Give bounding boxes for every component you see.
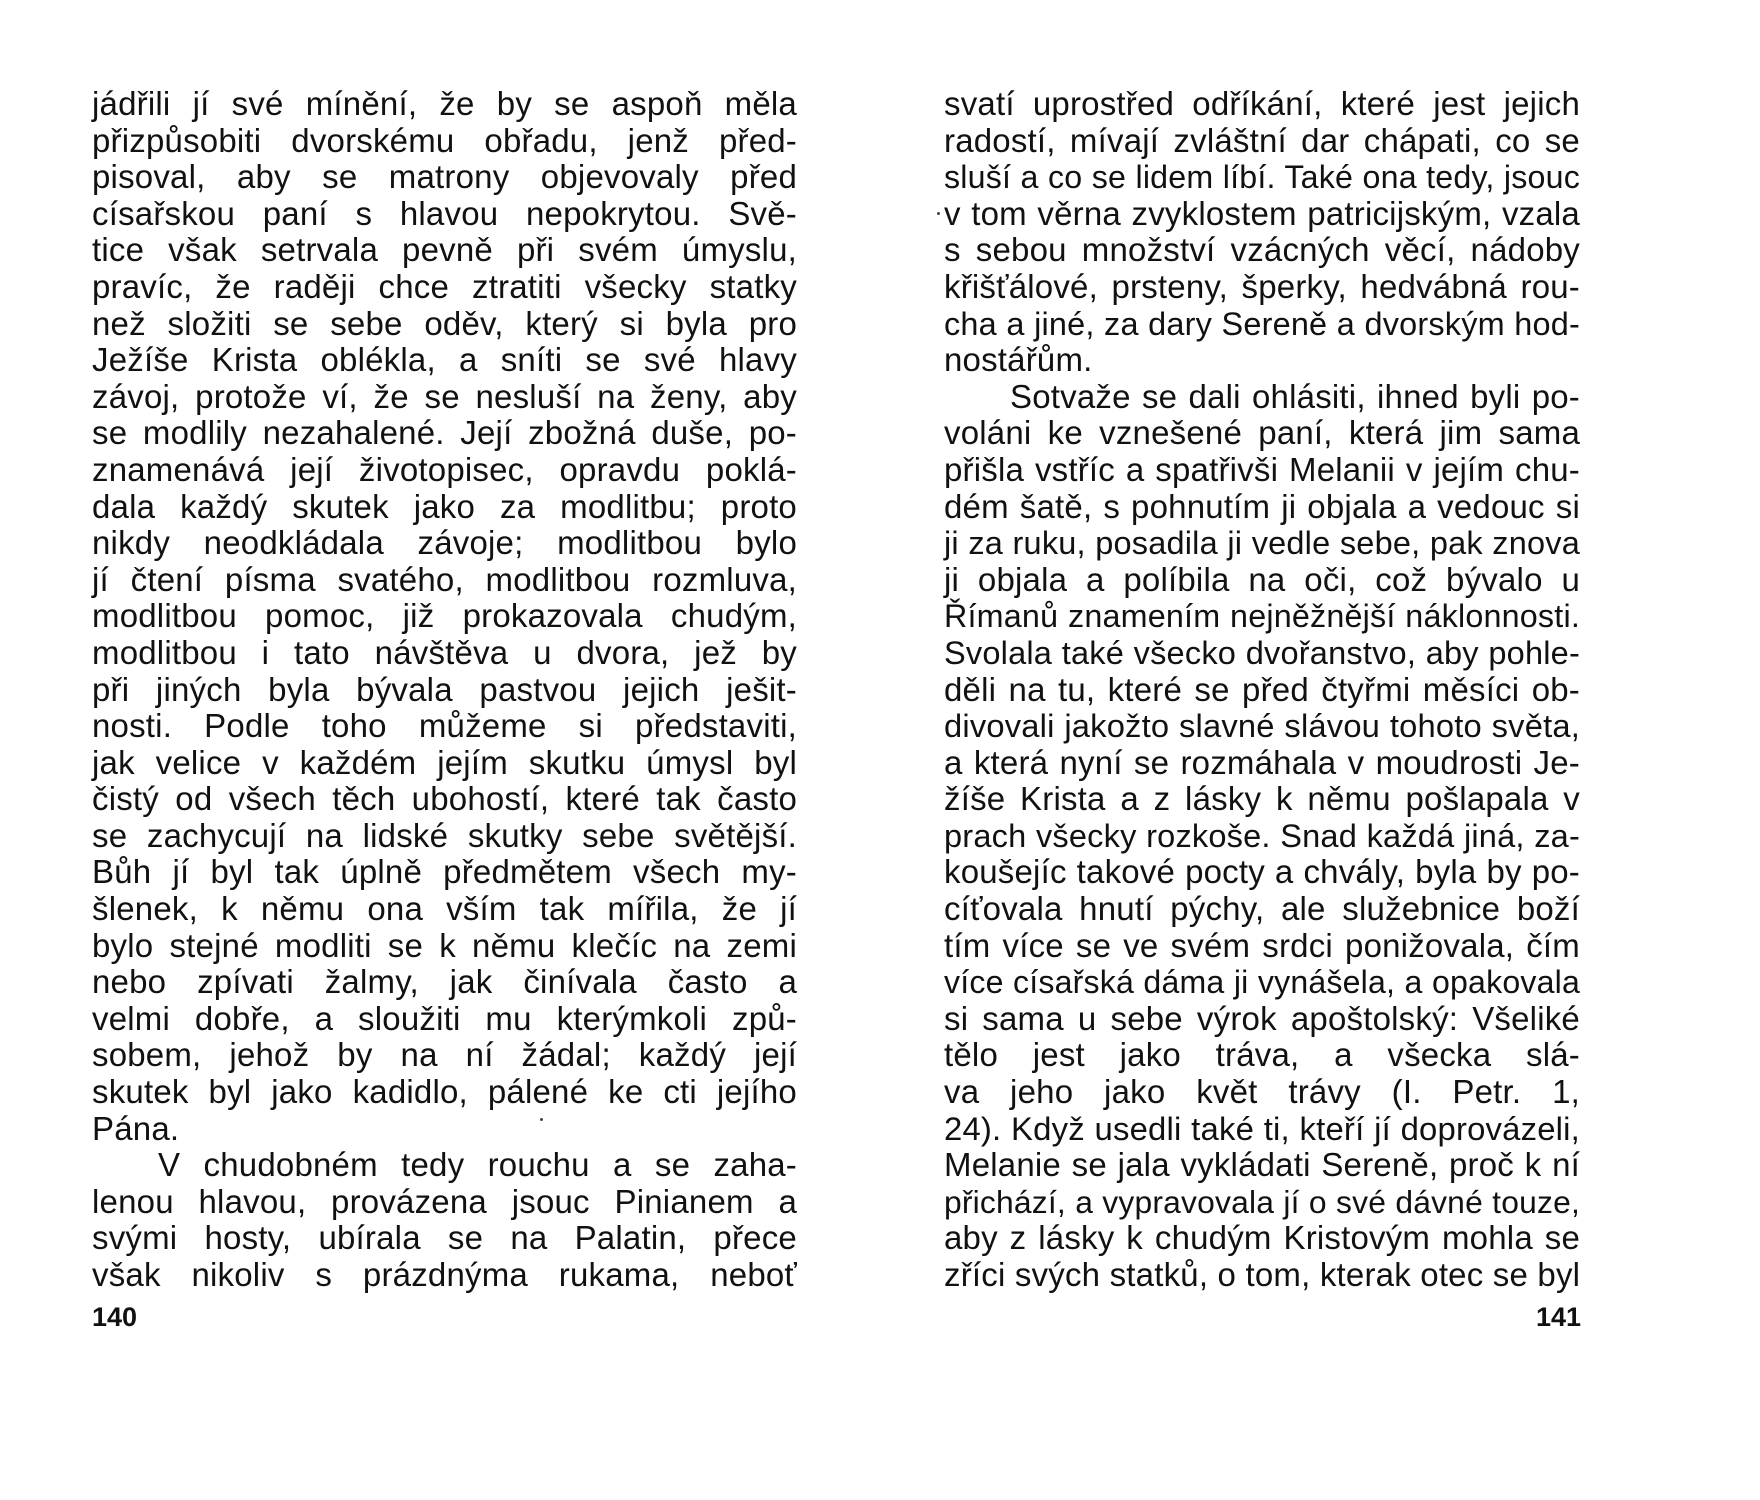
text-line: tím více se ve svém srdci ponižovala, čím bbox=[944, 926, 1580, 964]
text-line: sobem, jehož by na ní žádal; každý její bbox=[92, 1036, 797, 1074]
text-line: závoj, protože ví, že se nesluší na ženy, aby bbox=[92, 377, 797, 415]
text-line: šlenek, k němu ona vším tak mířila, že jí bbox=[92, 890, 797, 928]
text-line: jádřili jí své mínění, že by se aspoň měla bbox=[92, 85, 797, 122]
text-line: va jeho jako květ trávy (I. Petr. 1, bbox=[944, 1073, 1580, 1111]
text-line: přichází, a vypravovala jí o své dávné touze, bbox=[944, 1183, 1580, 1220]
text-line: nostářům. bbox=[944, 341, 1093, 379]
text-line: modlitbou pomoc, již prokazovala chudým, bbox=[92, 597, 797, 635]
text-line: při jiných byla bývala pastvou jejich ješit- bbox=[92, 670, 797, 708]
text-line: radostí, mívají zvláštní dar chápati, co se bbox=[944, 121, 1580, 159]
text-line: Melanie se jala vykládati Sereně, proč k ní bbox=[944, 1146, 1580, 1184]
text-line: v tom věrna zvyklostem patricijským, vzala bbox=[944, 194, 1580, 232]
text-line: nosti. Podle toho můžeme si představiti, bbox=[92, 707, 797, 745]
text-line: pravíc, že raději chce ztratiti všecky statky bbox=[92, 267, 797, 305]
text-line: přišla vstříc a spatřivši Melanii v jejím chu- bbox=[944, 450, 1580, 488]
text-line: tice však setrvala pevně při svém úmyslu, bbox=[92, 231, 797, 269]
text-line: koušejíc takové pocty a chvály, byla by po- bbox=[944, 853, 1580, 891]
text-line: pisoval, aby se matrony objevovaly před bbox=[92, 158, 797, 196]
text-line: Římanů znamením nejněžnější náklonnosti. bbox=[944, 598, 1580, 635]
text-line: přizpůsobiti dvorskému obřadu, jenž před- bbox=[92, 121, 797, 159]
ink-speck bbox=[937, 212, 940, 215]
text-line: jak velice v každém jejím skutku úmysl byl bbox=[92, 743, 797, 781]
text-line: císařskou paní s hlavou nepokrytou. Svě- bbox=[92, 194, 797, 232]
text-line: prach všecky rozkoše. Snad každá jiná, za- bbox=[944, 817, 1580, 854]
text-line: než složiti se sebe oděv, který si byla pro bbox=[92, 304, 797, 342]
text-line: děli na tu, které se před čtyřmi měsíci ob- bbox=[944, 670, 1580, 708]
text-line: Svolala také všecko dvořanstvo, aby pohle- bbox=[944, 634, 1580, 671]
text-line: znamenává její životopisec, opravdu poklá- bbox=[92, 450, 797, 488]
text-line: skutek byl jako kadidlo, pálené ke cti jejího bbox=[92, 1073, 797, 1111]
text-line: s sebou množství vzácných věcí, nádoby bbox=[944, 231, 1580, 269]
text-line: nebo zpívati žalmy, jak činívala často a bbox=[92, 963, 797, 1001]
text-line: více císařská dáma ji vynášela, a opakovala bbox=[944, 964, 1580, 1001]
text-line: svatí uprostřed odříkání, které jest jejich bbox=[944, 85, 1580, 122]
text-line: bylo stejné modliti se k němu klečíc na zemi bbox=[92, 926, 797, 964]
text-line: sluší a co se lidem líbí. Také ona tedy, jsouc bbox=[944, 159, 1580, 196]
text-line: se zachycují na lidské skutky sebe světější. bbox=[92, 816, 797, 854]
text-line: aby z lásky k chudým Kristovým mohla se bbox=[944, 1219, 1580, 1257]
text-line: Bůh jí byl tak úplně předmětem všech my- bbox=[92, 853, 797, 891]
right-page bbox=[880, 0, 1760, 1500]
ink-speck bbox=[540, 1118, 543, 1121]
right-page-text bbox=[944, 86, 1580, 1294]
text-line: nikdy neodkládala závoje; modlitbou bylo bbox=[92, 524, 797, 562]
text-line: voláni ke vznešené paní, která jim sama bbox=[944, 414, 1580, 452]
text-line: zříci svých statků, o tom, kterak otec se byl bbox=[944, 1256, 1581, 1293]
text-line: dém šatě, s pohnutím ji objala a vedouc si bbox=[944, 487, 1580, 525]
text-line: křišťálové, prsteny, šperky, hedvábná rou- bbox=[944, 267, 1580, 305]
text-line: lenou hlavou, provázena jsouc Pinianem a bbox=[92, 1182, 797, 1220]
text-line: 24). Když usedli také ti, kteří jí doprovázeli, bbox=[944, 1109, 1580, 1147]
page-number: 141 bbox=[1536, 1302, 1582, 1332]
left-page-text bbox=[92, 86, 797, 1294]
text-line: Pána. bbox=[92, 1109, 180, 1147]
text-line: svými hosty, ubírala se na Palatin, přece bbox=[92, 1219, 797, 1257]
text-line: V chudobném tedy rouchu a se zaha- bbox=[158, 1146, 797, 1184]
text-line: žíše Krista a z lásky k němu pošlapala v bbox=[944, 780, 1580, 818]
text-line: dala každý skutek jako za modlitbu; proto bbox=[92, 487, 797, 525]
text-line: Ježíše Krista oblékla, a sníti se své hlavy bbox=[92, 341, 797, 379]
page-number: 140 bbox=[92, 1302, 138, 1332]
text-line: divovali jakožto slavné slávou tohoto světa, bbox=[944, 707, 1580, 745]
text-line: ji za ruku, posadila ji vedle sebe, pak znova bbox=[944, 525, 1580, 562]
text-line: Sotvaže se dali ohlásiti, ihned byli po- bbox=[1010, 377, 1580, 415]
text-line: modlitbou i tato návštěva u dvora, jež by bbox=[92, 633, 797, 671]
text-line: ji objala a políbila na oči, což bývalo u bbox=[944, 560, 1580, 598]
text-line: čistý od všech těch ubohostí, které tak často bbox=[92, 780, 797, 818]
text-line: však nikoliv s prázdnýma rukama, neboť bbox=[92, 1256, 797, 1293]
text-line: cíťovala hnutí pýchy, ale služebnice boží bbox=[944, 890, 1580, 928]
text-line: a která nyní se rozmáhala v moudrosti Je- bbox=[944, 743, 1580, 781]
text-line: si sama u sebe výrok apoštolský: Všeliké bbox=[944, 999, 1580, 1037]
text-line: se modlily nezahalené. Její zbožná duše, po- bbox=[92, 414, 797, 452]
text-line: jí čtení písma svatého, modlitbou rozmluva, bbox=[92, 560, 797, 598]
text-line: velmi dobře, a sloužiti mu kterýmkoli způ- bbox=[92, 999, 797, 1037]
text-line: cha a jiné, za dary Sereně a dvorským hod- bbox=[944, 305, 1580, 342]
text-line: tělo jest jako tráva, a všecka slá- bbox=[944, 1036, 1580, 1074]
